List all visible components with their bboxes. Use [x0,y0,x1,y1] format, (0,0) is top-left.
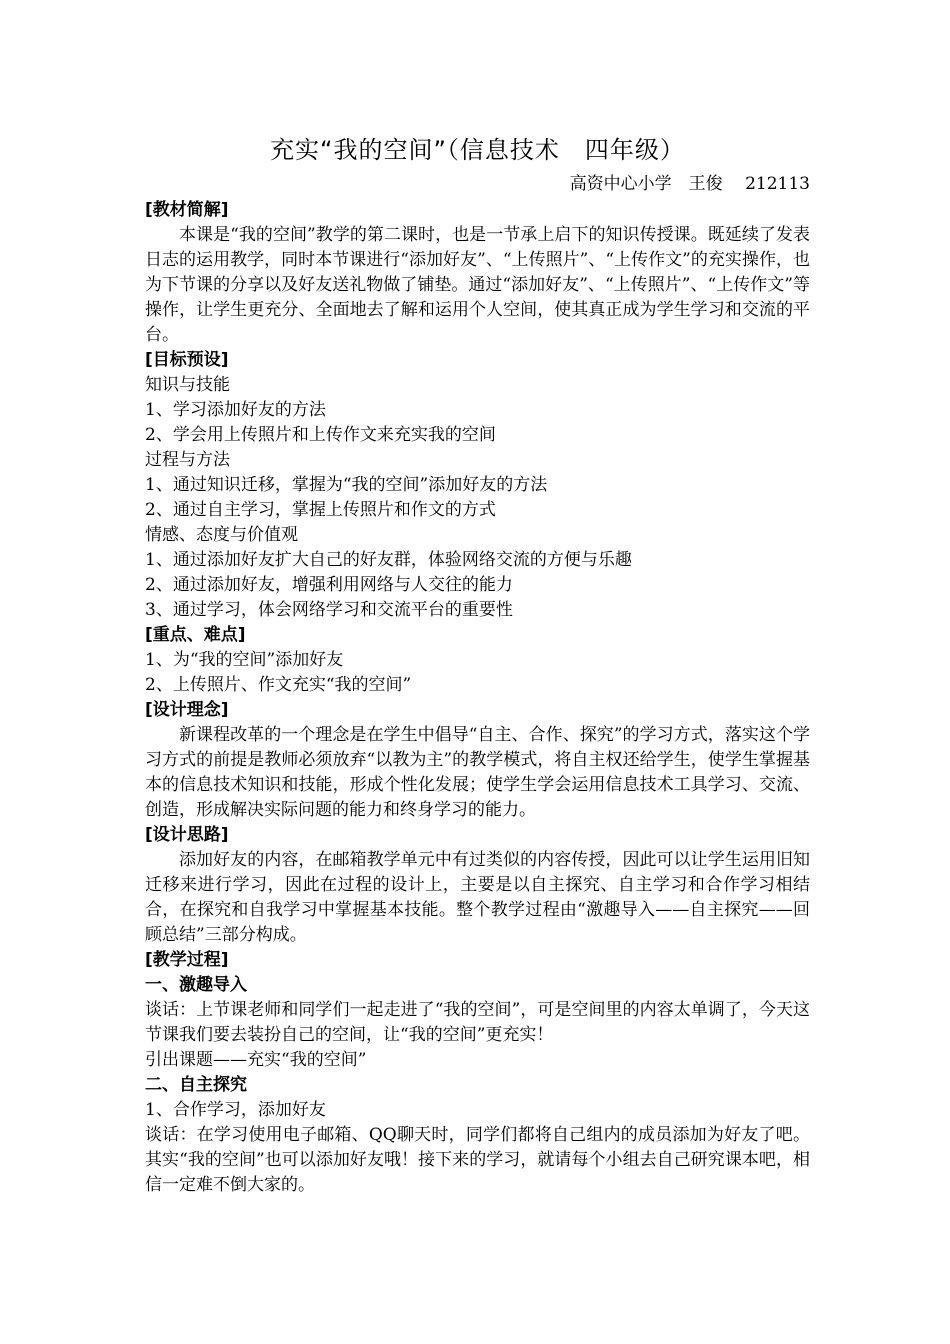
list-item: 1、为“我的空间”添加好友 [145,650,344,670]
list-item: 1、合作学习，添加好友 [145,1100,326,1120]
goal-group-title: 情感、态度与价值观 [145,525,298,545]
list-item: 1、学习添加好友的方法 [145,400,326,420]
list-item: 2、学会用上传照片和上传作文来充实我的空间 [145,425,496,445]
author-line: 高资中心小学 王俊 212113 [569,174,810,194]
section-heading: [设计理念] [145,700,229,720]
subsection-heading: 一、激趣导入 [145,975,247,995]
talk-paragraph: 谈话：上节课老师和同学们一起走进了“我的空间”，可是空间里的内容太单调了，今天这节课我们要去装扮自己的空间，让“我的空间”更充实！ [145,1000,810,1045]
document-content [145,130,810,1198]
section-heading: [目标预设] [145,350,229,370]
section-paragraph: 新课程改革的一个理念是在学生中倡导“自主、合作、探究”的学习方式，落实这个学习方式的前提是教师必须放弃“以教为主”的教学模式，将自主权还给学生，使学生掌握基本的信息技术知识和技能，形成个性化发展；使学生学会运用信息技术工具学习、交流、创造，形成解决实际问题的能力和终身学习的能力。 [145,725,810,820]
subsection-heading: 二、自主探究 [145,1075,247,1095]
list-item: 2、通过添加好友，增强利用网络与人交往的能力 [145,575,513,595]
section-heading: [教材简解] [145,200,229,220]
section-heading: [重点、难点] [145,625,246,645]
goal-group-title: 知识与技能 [145,375,230,395]
document-title: 充实“我的空间”（信息技术 四年级） [270,136,685,164]
section-heading: [设计思路] [145,825,229,845]
list-item: 1、通过知识迁移，掌握为“我的空间”添加好友的方法 [145,475,548,495]
section-heading: [教学过程] [145,950,229,970]
list-item: 3、通过学习，体会网络学习和交流平台的重要性 [145,600,513,620]
section-paragraph: 添加好友的内容，在邮箱教学单元中有过类似的内容传授，因此可以让学生运用旧知迁移来进行学习，因此在过程的设计上，主要是以自主探究、自主学习和合作学习相结合，在探究和自我学习中掌握基本技能。整个教学过程由“激趣导入——自主探究——回顾总结”三部分构成。 [145,850,810,945]
list-item: 2、上传照片、作文充实“我的空间” [145,675,412,695]
talk-paragraph: 谈话：在学习使用电子邮箱、QQ聊天时，同学们都将自己组内的成员添加为好友了吧。其实“我的空间”也可以添加好友哦！接下来的学习，就请每个小组去自己研究课本吧，相信一定难不倒大家的。 [145,1125,810,1195]
list-item: 1、通过添加好友扩大自己的好友群，体验网络交流的方便与乐趣 [145,550,632,570]
topic-line: 引出课题——充实“我的空间” [145,1050,367,1070]
section-paragraph: 本课是“我的空间”教学的第二课时，也是一节承上启下的知识传授课。既延续了发表日志的运用教学，同时本节课进行“添加好友”、“上传照片”、“上传作文”的充实操作，也为下节课的分享以及好友送礼物做了铺垫。通过“添加好友”、“上传照片”、“上传作文”等操作，让学生更充分、全面地去了解和运用个人空间，使其真正成为学生学习和交流的平台。 [145,225,810,345]
list-item: 2、通过自主学习，掌握上传照片和作文的方式 [145,500,496,520]
goal-group-title: 过程与方法 [145,450,230,470]
